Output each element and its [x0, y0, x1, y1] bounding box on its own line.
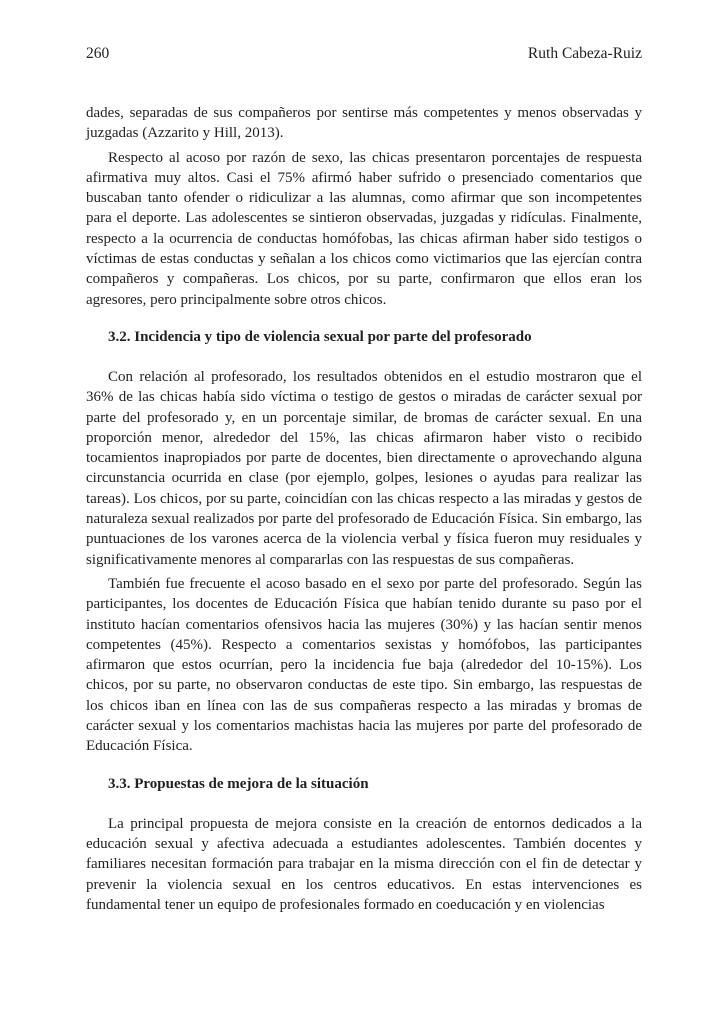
paragraph-sexual-harassment-peers: Respecto al acoso por razón de sexo, las chicas presentaron porcentajes de respuesta afirmativa muy altos. Casi el 75% afirmó haber sufrido o presenciado comentarios que buscaban tanto ofender o ridiculizar a las alumnas, como afirmar que son incompetentes para el deporte. Las adolescentes se sintieron observadas, juzgadas y ridículas. Finalmente, respecto a la ocurrencia de conductas homófobas, las chicas afirman haber sido testigos o víctimas de estas conductas y señalan a los chicos como victimarios que las ejercían contra compañeros y compañeras. Los chicos, por su parte, confirmaron que ellos eran los agresores, pero principalmente sobre otros chicos.	[86, 149, 642, 308]
section-heading-3-2: 3.2. Incidencia y tipo de violencia sexual por parte del profesorado	[108, 328, 532, 345]
paragraph-continuation: dades, separadas de sus compañeros por sentirse más competentes y menos observadas y juzgadas (Azzarito y Hill, 2013).	[86, 105, 642, 142]
running-author: Ruth Cabeza-Ruiz	[527, 45, 642, 62]
body-text	[86, 103, 642, 919]
section-heading-3-3: 3.3. Propuestas de mejora de la situación	[108, 775, 369, 792]
page-number: 260	[86, 45, 110, 62]
running-header	[86, 41, 642, 67]
paragraph-teacher-violence: Con relación al profesorado, los resultados obtenidos en el estudio mostraron que el 36% de las chicas había sido víctima o testigo de gestos o miradas de carácter sexual por parte del profesorado y, en un porcentaje similar, de bromas de carácter sexual. En una proporción menor, alrededor del 15%, las chicas afirmaron haber visto o recibido tocamientos inapropiados por parte de docentes, bien directamente o aprovechando alguna circunstancia ocurrida en clase (por ejemplo, golpes, lesiones o ayudas para realizar las tareas). Los chicos, por su parte, coincidían con las chicas respecto a las miradas y gestos de naturaleza sexual realizados por parte del profesorado de Educación Física. Sin embargo, las puntuaciones de los varones acerca de la violencia verbal y física fueron muy residuales y significativamente menores al compararlas con las respuestas de sus compañeras.	[86, 368, 642, 568]
paragraph-improvement-proposals: La principal propuesta de mejora consiste en la creación de entornos dedicados a la educación sexual y afectiva adecuada a estudiantes adolescentes. También docentes y familiares necesitan formación para trabajar en la misma dirección con el fin de detectar y prevenir la violencia sexual en los centros educativos. En estas intervenciones es fundamental tener un equipo de profesionales formado en coeducación y en violencias	[86, 815, 642, 913]
paragraph-teacher-harassment: También fue frecuente el acoso basado en el sexo por parte del profesorado. Según las participantes, los docentes de Educación Física que habían tenido durante su paso por el instituto hacían comentarios ofensivos hacia las mujeres (30%) y las hacían sentir menos competentes (45%). Respecto a comentarios sexistas y homófobos, las participantes afirmaron que estos ocurrían, pero la incidencia fue baja (alrededor del 10-15%). Los chicos, por su parte, no observaron conductas de este tipo. Sin embargo, las respuestas de los chicos iban en línea con las de sus compañeras respecto a las miradas y bromas de carácter sexual y los comentarios machistas hacia las mujeres por parte del profesorado de Educación Física.	[86, 575, 642, 755]
